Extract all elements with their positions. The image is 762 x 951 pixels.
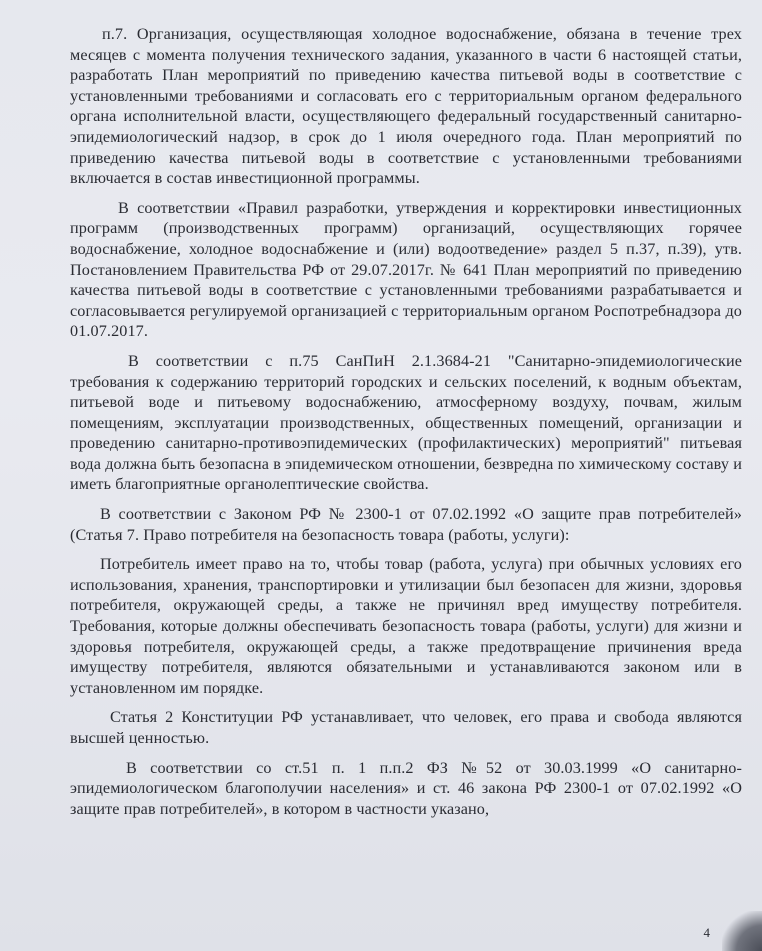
paragraph-consumer-rights: Потребитель имеет право на то, чтобы товар (работа, услуга) при обычных условиях его использования, хранения, транспортировки и утилизации был безопасен для жизни, здоровья потребителя, окружающей среды, а также не причинял вред имуществу потребителя. Требования, которые должны обеспечивать безопасность товара (работы, услуги) для жизни и здоровья потребителя, окружающей среды, а также предотвращение причинения вреда имуществу потребителя, являются обязательными и устанавливаются законом или в установленном им порядке. — [70, 555, 742, 697]
paragraph-investment-rules: В соответствии «Правил разработки, утверждения и корректировки инвестиционных программ (производственных программ) организаций, осуществляющих горячее водоснабжение, холодное водоснабжение и (или) водоотведение» раздел 5 п.37, п.39), утв. Постановлением Правительства РФ от 29.07.2017г. № 641 План мероприятий по приведению качества питьевой воды в соответствие с установленными требованиями разрабатывается и согласовывается регулируемой организацией с территориальным органом Роспотребнадзора до 01.07.2017. — [70, 198, 742, 341]
paragraph-federal-law: В соответствии со ст.51 п. 1 п.п.2 ФЗ №52 от 30.03.1999 «О санитарно-эпидемиологическом благополучии населения» и ст. 46 закона РФ 2300-1 от 07.02.1992 «О защите прав потребителей», в котором в частности указано, — [70, 758, 742, 818]
paragraph-plan-requirements: п.7. Организация, осуществляющая холодное водоснабжение, обязана в течение трех месяцев с момента получения технического задания, указанного в части 6 настоящей статьи, разработать План мероприятий по приведению качества питьевой воды в соответствие с установленными требованиями и согласовать его с территориальным органом федерального органа исполнительной власти, осуществляющего федеральный государственный санитарно-эпидемиологический надзор, в срок до 1 июля очередного года. План мероприятий по приведению качества питьевой воды в соответствие с установленными требованиями включается в состав инвестиционной программы. — [70, 25, 742, 188]
document-text — [70, 24, 742, 828]
paragraph-constitution: Статья 2 Конституции РФ устанавливает, что человек, его права и свобода являются высшей ценностью. — [70, 708, 742, 747]
paragraph-sanpin: В соответствии с п.75 СанПиН 2.1.3684-21 "Санитарно-эпидемиологические требования к содержанию территорий городских и сельских поселений, к водным объектам, питьевой воде и питьевому водоснабжению, атмосферному воздуху, почвам, жилым помещениям, эксплуатации производственных, общественных помещений, организации и проведению санитарно-противоэпидемических (профилактических) мероприятий" питьевая вода должна быть безопасна в эпидемическом отношении, безвредна по химическому составу и иметь благоприятные органолептические свойства. — [70, 351, 742, 494]
page-number: 4 — [703, 925, 710, 940]
photo-shadow-corner — [722, 911, 762, 951]
paragraph-consumer-law: В соответствии с Законом РФ № 2300-1 от 07.02.1992 «О защите прав потребителей» (Статья 7. Право потребителя на безопасность товара (работы, услуги): — [70, 505, 742, 544]
